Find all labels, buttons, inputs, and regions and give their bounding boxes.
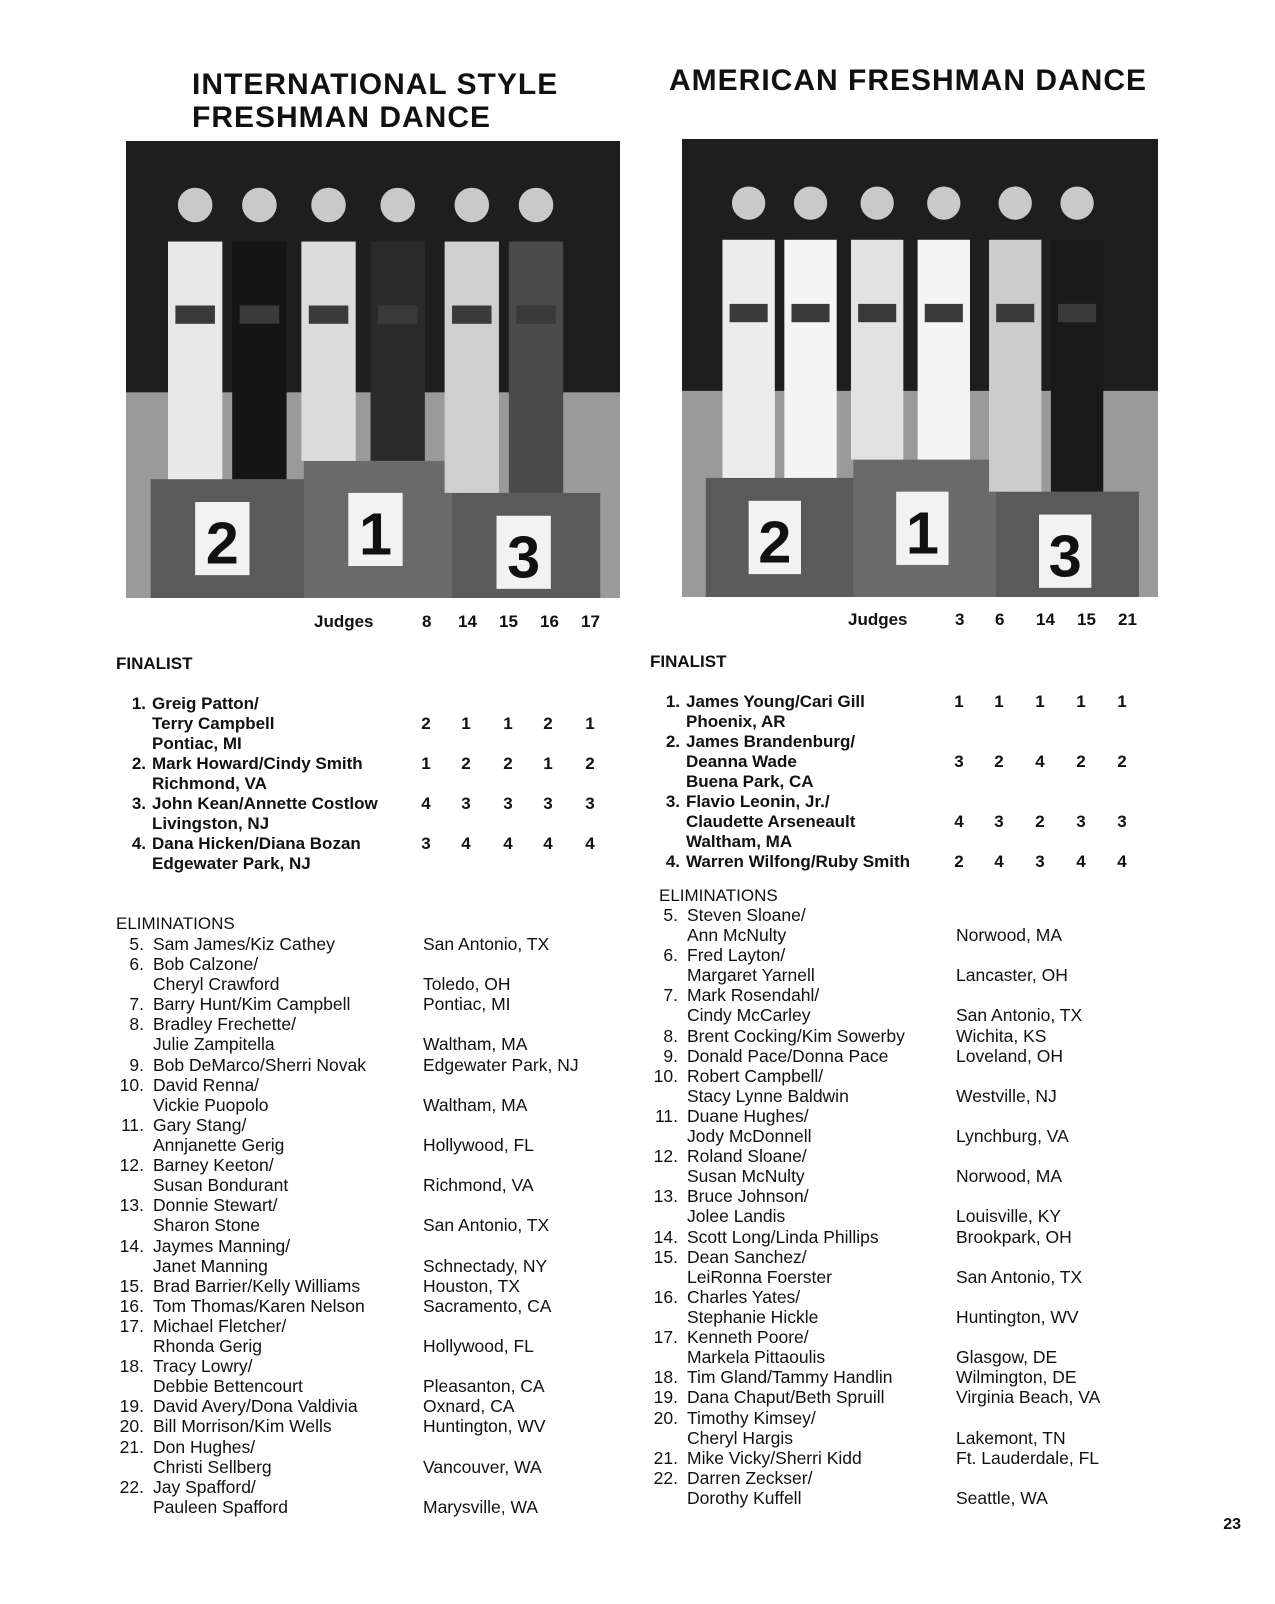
- right-elimination-number: 17.: [653, 1327, 678, 1348]
- right-finalist-score: 1: [994, 692, 1004, 711]
- left-elimination-location: Schnectady, NY: [423, 1255, 548, 1276]
- left-finalist-score: 3: [543, 794, 553, 813]
- person-head-1: [178, 188, 213, 223]
- person-body-2: [232, 242, 286, 480]
- left-elimination-location: Sacramento, CA: [423, 1295, 552, 1316]
- right-elimination-name: Steven Sloane/: [687, 905, 806, 925]
- left-elimination-number: 12.: [119, 1155, 144, 1176]
- right-elimination-number: 6.: [663, 945, 678, 966]
- left-finalist-score: 4: [503, 834, 513, 853]
- left-elimination-name: Bradley Frechette/: [153, 1014, 296, 1035]
- left-finalist-line: Richmond, VA: [152, 774, 267, 793]
- left-finalist-score: 3: [503, 794, 513, 813]
- plaque-4: [925, 304, 963, 322]
- right-elimination-name: Margaret Yarnell: [687, 965, 815, 986]
- left-finalist-line: Dana Hicken/Diana Bozan: [152, 834, 361, 853]
- left-judge-1: 8: [422, 612, 432, 631]
- right-finalist-line: Claudette Arseneault: [686, 812, 856, 831]
- person-head-3: [311, 188, 346, 223]
- left-elimination-name: David Avery/Dona Valdivia: [153, 1396, 358, 1417]
- left-elimination-number: 5.: [129, 934, 144, 954]
- left-finalist-score: 2: [503, 754, 513, 773]
- right-elimination-name: Cindy McCarley: [687, 1005, 811, 1026]
- left-elimination-number: 22.: [119, 1476, 144, 1497]
- right-finalist-score: 4: [954, 812, 964, 831]
- left-elimination-number: 15.: [119, 1275, 144, 1296]
- right-elimination-number: 22.: [653, 1467, 678, 1488]
- left-elimination-name: Julie Zampitella: [153, 1034, 275, 1055]
- left-elimination-number: 6.: [129, 954, 144, 975]
- right-finalist-score: 2: [1035, 812, 1045, 831]
- left-elimination-name: Bob DeMarco/Sherri Novak: [153, 1054, 366, 1075]
- left-elimination-name: Sharon Stone: [153, 1215, 261, 1236]
- right-elimination-name: Bruce Johnson/: [687, 1186, 809, 1207]
- right-elimination-name: Donald Pace/Donna Pace: [687, 1045, 889, 1066]
- left-elimination-name: Michael Fletcher/: [153, 1315, 287, 1336]
- right-elimination-name: Kenneth Poore/: [687, 1327, 809, 1348]
- right-elimination-location: Norwood, MA: [956, 1166, 1063, 1187]
- right-finalist-score: 3: [994, 812, 1004, 831]
- right-finalist-score: 4: [994, 852, 1004, 871]
- right-elimination-name: Jolee Landis: [687, 1206, 786, 1227]
- left-elimination-name: David Renna/: [153, 1074, 260, 1095]
- left-finalist-score: 4: [543, 834, 553, 853]
- right-finalist-line: Warren Wilfong/Ruby Smith: [686, 852, 910, 871]
- left-elimination-name: Rhonda Gerig: [153, 1335, 262, 1356]
- right-finalist-score: 1: [1117, 692, 1127, 711]
- right-elimination-name: Tim Gland/Tammy Handlin: [687, 1367, 893, 1388]
- right-finalist-score: 2: [1117, 752, 1127, 771]
- right-elimination-name: Darren Zeckser/: [687, 1467, 813, 1488]
- left-finalist-score: 2: [543, 714, 553, 733]
- right-elimination-name: Duane Hughes/: [687, 1106, 809, 1126]
- podium-number-3: 3: [1048, 522, 1082, 590]
- right-elimination-location: Brookpark, OH: [956, 1226, 1072, 1247]
- left-elimination-location: Marysville, WA: [423, 1496, 539, 1517]
- right-elimination-number: 21.: [653, 1447, 678, 1468]
- right-finalist-score: 3: [1117, 812, 1127, 831]
- left-elimination-name: Cheryl Crawford: [153, 974, 280, 995]
- person-body-4: [371, 242, 425, 461]
- person-body-1: [722, 240, 774, 478]
- person-body-5: [989, 240, 1041, 492]
- left-elimination-location: Vancouver, WA: [423, 1456, 542, 1477]
- right-elimination-name: Ann McNulty: [687, 925, 787, 945]
- left-finalist-score: 4: [585, 834, 595, 853]
- left-elimination-location: Huntington, WV: [423, 1416, 546, 1437]
- left-finalist-line: Pontiac, MI: [152, 734, 242, 753]
- right-elimination-location: Loveland, OH: [956, 1045, 1064, 1066]
- left-elimination-name: Bill Morrison/Kim Wells: [153, 1416, 332, 1437]
- plaque-2: [791, 304, 829, 322]
- right-elimination-location: Huntington, WV: [956, 1306, 1079, 1327]
- right-judge-4: 15: [1077, 610, 1096, 629]
- person-head-5: [455, 188, 490, 223]
- right-finalist-line: Phoenix, AR: [686, 712, 786, 731]
- left-judges-label: Judges: [314, 612, 374, 631]
- left-elimination-number: 13.: [119, 1195, 144, 1216]
- left-finalist-score: 4: [461, 834, 471, 853]
- left-elimination-location: Pontiac, MI: [423, 994, 511, 1015]
- left-finalist-line: Livingston, NJ: [152, 814, 270, 833]
- right-finalist-line: James Brandenburg/: [686, 732, 856, 751]
- right-judge-1: 3: [955, 610, 965, 629]
- right-judge-5: 21: [1118, 610, 1137, 629]
- right-finalist-score: 1: [1035, 692, 1045, 711]
- right-finalist-score: 1: [1076, 692, 1086, 711]
- left-elimination-name: Barney Keeton/: [153, 1155, 274, 1176]
- left-finalist-score: 3: [585, 794, 595, 813]
- right-judge-2: 6: [995, 610, 1005, 629]
- left-finalist-score: 3: [461, 794, 471, 813]
- person-head-2: [794, 186, 827, 219]
- left-judge-5: 17: [581, 612, 600, 631]
- left-elimination-name: Sam James/Kiz Cathey: [153, 934, 335, 954]
- left-finalist-score: 1: [543, 754, 553, 773]
- right-elimination-number: 19.: [653, 1387, 678, 1408]
- left-elimination-number: 19.: [119, 1396, 144, 1417]
- left-elimination-name: Gary Stang/: [153, 1114, 247, 1135]
- left-finalist-score: 1: [503, 714, 513, 733]
- podium-number-1: 1: [358, 500, 392, 568]
- plaque-3: [309, 306, 349, 324]
- right-elimination-location: San Antonio, TX: [956, 1005, 1083, 1026]
- left-finalist-score: 2: [461, 754, 471, 773]
- left-elimination-number: 16.: [119, 1295, 144, 1316]
- left-elimination-name: Don Hughes/: [153, 1436, 256, 1457]
- right-elimination-location: Norwood, MA: [956, 925, 1063, 945]
- left-elimination-location: Richmond, VA: [423, 1175, 534, 1196]
- left-elimination-location: San Antonio, TX: [423, 934, 550, 954]
- right-elimination-name: Stacy Lynne Baldwin: [687, 1085, 849, 1106]
- left-judge-4: 16: [540, 612, 559, 631]
- right-finalist-line: Buena Park, CA: [686, 772, 814, 791]
- right-elimination-number: 7.: [663, 985, 678, 1006]
- right-photo-svg: [682, 139, 1158, 597]
- plaque-1: [730, 304, 768, 322]
- right-elimination-name: Susan McNulty: [687, 1166, 805, 1187]
- left-elimination-name: Jaymes Manning/: [153, 1235, 291, 1256]
- left-finalist-score: 1: [461, 714, 471, 733]
- page-number: 23: [1223, 1516, 1241, 1533]
- left-elimination-name: Vickie Puopolo: [153, 1094, 269, 1115]
- right-finalist-line: Flavio Leonin, Jr./: [686, 792, 830, 811]
- left-elimination-name: Susan Bondurant: [153, 1175, 289, 1196]
- right-elimination-name: Scott Long/Linda Phillips: [687, 1226, 879, 1247]
- right-elimination-number: 11.: [654, 1106, 678, 1126]
- right-finalist-score: 2: [994, 752, 1004, 771]
- podium-number-1: 1: [905, 499, 939, 567]
- right-eliminations-label: ELIMINATIONS: [659, 886, 778, 905]
- person-head-3: [861, 186, 894, 219]
- person-head-4: [380, 188, 415, 223]
- right-finalist-number: 4.: [665, 852, 680, 871]
- right-elimination-number: 5.: [663, 905, 678, 925]
- left-elimination-location: Edgewater Park, NJ: [423, 1054, 579, 1075]
- right-finalist-score: 3: [1035, 852, 1045, 871]
- plaque-3: [858, 304, 896, 322]
- right-finalist-score: 1: [954, 692, 964, 711]
- right-elimination-number: 16.: [653, 1286, 678, 1307]
- right-elimination-location: Wilmington, DE: [956, 1367, 1077, 1388]
- right-finalist-line: James Young/Cari Gill: [686, 692, 865, 711]
- right-finalist-score: 2: [1076, 752, 1086, 771]
- right-finalist-score: 4: [1117, 852, 1127, 871]
- person-body-3: [851, 240, 903, 460]
- right-elimination-number: 9.: [663, 1045, 678, 1066]
- left-photo-svg: [126, 141, 620, 598]
- right-finalist-number: 3.: [665, 792, 680, 811]
- person-head-1: [732, 186, 765, 219]
- right-judge-3: 14: [1036, 610, 1055, 629]
- left-elimination-location: Pleasanton, CA: [423, 1376, 545, 1397]
- right-elimination-number: 10.: [653, 1065, 678, 1086]
- left-title-line1: INTERNATIONAL STYLE: [192, 68, 559, 101]
- left-elimination-name: Christi Sellberg: [153, 1456, 272, 1477]
- right-elimination-location: Lynchburg, VA: [956, 1126, 1069, 1146]
- left-elimination-location: Toledo, OH: [423, 974, 511, 995]
- left-elimination-name: Tom Thomas/Karen Nelson: [153, 1295, 365, 1316]
- left-elimination-location: Houston, TX: [423, 1275, 520, 1296]
- right-elimination-name: Brent Cocking/Kim Sowerby: [687, 1025, 905, 1046]
- left-elimination-name: Debbie Bettencourt: [153, 1376, 303, 1397]
- person-body-2: [784, 240, 836, 478]
- left-judge-3: 15: [499, 612, 518, 631]
- left-elimination-location: Oxnard, CA: [423, 1396, 515, 1417]
- left-elimination-name: Janet Manning: [153, 1255, 268, 1276]
- right-finalist-score: 3: [1076, 812, 1086, 831]
- right-elimination-number: 14.: [653, 1226, 678, 1247]
- podium-number-2: 2: [205, 509, 239, 577]
- right-elimination-location: Louisville, KY: [956, 1206, 1062, 1227]
- person-body-5: [445, 242, 499, 493]
- right-elimination-location: Westville, NJ: [956, 1085, 1057, 1106]
- left-finalist-score: 3: [421, 834, 431, 853]
- person-body-4: [918, 240, 970, 460]
- person-body-3: [301, 242, 355, 461]
- right-elimination-name: Dana Chaput/Beth Spruill: [687, 1387, 885, 1408]
- left-elimination-name: Bob Calzone/: [153, 954, 259, 975]
- right-elimination-name: Robert Campbell/: [687, 1065, 824, 1086]
- plaque-6: [1058, 304, 1096, 322]
- left-finalist-line: Edgewater Park, NJ: [152, 854, 311, 873]
- left-photo: [126, 141, 620, 598]
- plaque-2: [240, 306, 280, 324]
- left-elimination-location: Hollywood, FL: [423, 1335, 534, 1356]
- left-elimination-number: 21.: [119, 1436, 144, 1457]
- person-body-6: [509, 242, 563, 493]
- right-elimination-name: Dean Sanchez/: [687, 1246, 807, 1267]
- left-finalist-line: Mark Howard/Cindy Smith: [152, 754, 363, 773]
- left-finalist-number: 2.: [131, 754, 146, 773]
- left-elimination-location: Waltham, MA: [423, 1094, 528, 1115]
- right-finalist-score: 4: [1076, 852, 1086, 871]
- left-elimination-number: 11.: [120, 1114, 144, 1135]
- left-elimination-number: 9.: [129, 1054, 144, 1075]
- right-elimination-name: Roland Sloane/: [687, 1146, 807, 1167]
- left-finalist-line: Greig Patton/: [152, 694, 259, 713]
- right-elimination-name: Mike Vicky/Sherri Kidd: [687, 1447, 862, 1468]
- right-elimination-location: Seattle, WA: [956, 1487, 1048, 1508]
- left-title-line2: FRESHMAN DANCE: [192, 101, 491, 134]
- right-elimination-name: Jody McDonnell: [687, 1126, 812, 1146]
- left-judge-2: 14: [458, 612, 477, 631]
- left-elimination-name: Donnie Stewart/: [153, 1195, 278, 1216]
- right-finalist-score: 4: [1035, 752, 1045, 771]
- podium-number-2: 2: [758, 508, 792, 576]
- right-elimination-name: Cheryl Hargis: [687, 1427, 793, 1448]
- right-elimination-location: Glasgow, DE: [956, 1347, 1058, 1368]
- left-finalist-number: 3.: [131, 794, 146, 813]
- right-elimination-location: San Antonio, TX: [956, 1266, 1083, 1287]
- right-elimination-location: Virginia Beach, VA: [956, 1387, 1101, 1408]
- left-elimination-name: Tracy Lowry/: [153, 1356, 253, 1377]
- left-eliminations-label: ELIMINATIONS: [116, 914, 235, 933]
- left-elimination-number: 8.: [129, 1014, 144, 1035]
- right-elimination-name: Fred Layton/: [687, 945, 786, 966]
- right-finalist-number: 1.: [665, 692, 680, 711]
- right-finalist-number: 2.: [665, 732, 680, 751]
- plaque-5: [996, 304, 1034, 322]
- person-head-6: [1060, 186, 1093, 219]
- left-elimination-name: Pauleen Spafford: [153, 1496, 288, 1517]
- left-finalist-score: 1: [585, 714, 595, 733]
- left-finalist-score: 2: [585, 754, 595, 773]
- person-head-6: [519, 188, 554, 223]
- right-elimination-number: 8.: [663, 1025, 678, 1046]
- right-elimination-number: 12.: [653, 1146, 678, 1167]
- right-elimination-name: Dorothy Kuffell: [687, 1487, 802, 1508]
- right-elimination-name: Charles Yates/: [687, 1286, 801, 1307]
- right-finalist-line: Waltham, MA: [686, 832, 793, 851]
- left-elimination-number: 20.: [119, 1416, 144, 1437]
- left-finalist-number: 1.: [131, 694, 146, 713]
- person-body-6: [1051, 240, 1103, 492]
- right-elimination-location: Ft. Lauderdale, FL: [956, 1447, 1099, 1468]
- plaque-1: [175, 306, 215, 324]
- left-elimination-number: 18.: [119, 1356, 144, 1377]
- left-finalist-number: 4.: [131, 834, 146, 853]
- person-head-2: [242, 188, 277, 223]
- left-finalist-score: 2: [421, 714, 431, 733]
- left-elimination-number: 14.: [119, 1235, 144, 1256]
- right-elimination-name: Mark Rosendahl/: [687, 985, 820, 1006]
- right-finalist-score: 3: [954, 752, 964, 771]
- left-finalist-line: John Kean/Annette Costlow: [152, 794, 378, 813]
- right-finalist-score: 2: [954, 852, 964, 871]
- left-elimination-name: Annjanette Gerig: [153, 1134, 285, 1155]
- right-elimination-name: Timothy Kimsey/: [687, 1407, 816, 1428]
- left-elimination-name: Jay Spafford/: [153, 1476, 256, 1497]
- right-elimination-number: 18.: [653, 1367, 678, 1388]
- left-finalist-line: Terry Campbell: [152, 714, 275, 733]
- left-elimination-number: 17.: [119, 1315, 144, 1336]
- plaque-6: [516, 306, 556, 324]
- right-elimination-number: 20.: [653, 1407, 678, 1428]
- left-elimination-name: Barry Hunt/Kim Campbell: [153, 994, 351, 1015]
- plaque-4: [378, 306, 418, 324]
- right-elimination-name: LeiRonna Foerster: [687, 1266, 832, 1287]
- left-elimination-name: Brad Barrier/Kelly Williams: [153, 1275, 361, 1296]
- left-elimination-location: Hollywood, FL: [423, 1134, 534, 1155]
- left-elimination-number: 7.: [129, 994, 144, 1015]
- left-finalist-score: 1: [421, 754, 431, 773]
- person-head-5: [999, 186, 1032, 219]
- right-elimination-name: Markela Pittaoulis: [687, 1347, 826, 1368]
- person-head-4: [927, 186, 960, 219]
- right-elimination-location: Wichita, KS: [956, 1025, 1047, 1046]
- right-elimination-name: Stephanie Hickle: [687, 1306, 819, 1327]
- plaque-5: [452, 306, 492, 324]
- right-photo: [682, 139, 1158, 597]
- podium-number-3: 3: [507, 523, 541, 591]
- right-elimination-number: 15.: [653, 1246, 678, 1267]
- left-finalist-label: FINALIST: [116, 654, 193, 673]
- right-finalist-line: Deanna Wade: [686, 752, 797, 771]
- left-elimination-location: San Antonio, TX: [423, 1215, 550, 1236]
- left-elimination-location: Waltham, MA: [423, 1034, 528, 1055]
- right-elimination-location: Lancaster, OH: [956, 965, 1068, 986]
- right-elimination-number: 13.: [653, 1186, 678, 1207]
- right-elimination-location: Lakemont, TN: [956, 1427, 1066, 1448]
- right-finalist-label: FINALIST: [650, 652, 727, 671]
- right-judges-label: Judges: [848, 610, 908, 629]
- person-body-1: [168, 242, 222, 480]
- left-finalist-score: 4: [421, 794, 431, 813]
- right-title-line1: AMERICAN FRESHMAN DANCE: [669, 64, 1147, 97]
- left-elimination-number: 10.: [119, 1074, 144, 1095]
